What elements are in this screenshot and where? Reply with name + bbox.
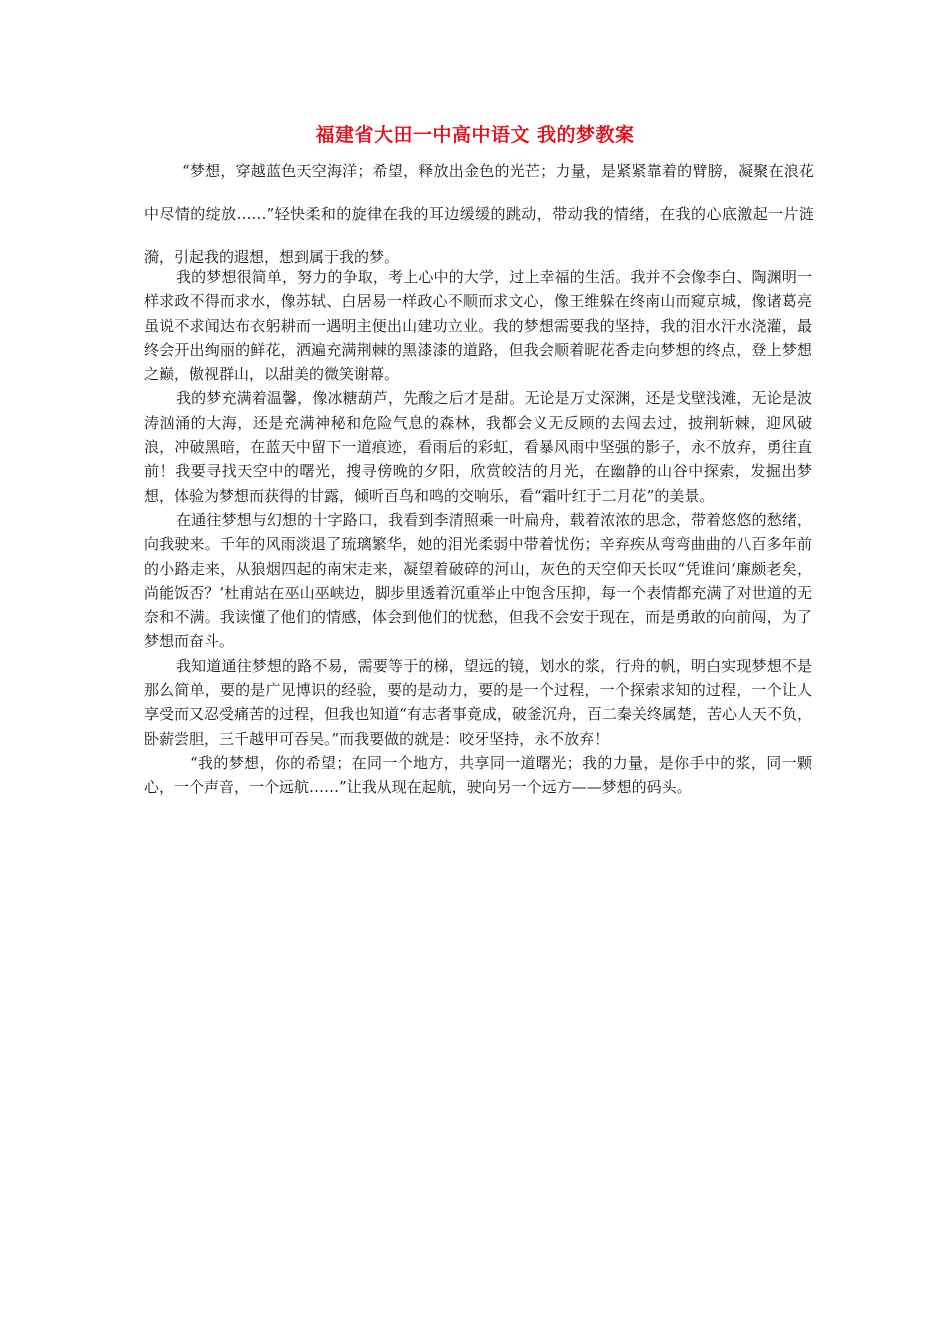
paragraph-5: “我的梦想，你的希望；在同一个地方，共享同一道曙光；我的力量，是你手中的浆，同一颗心，一个声音，一个远航……”让我从现在起航，驶向另一个远方——梦想的码头。 bbox=[144, 753, 812, 797]
paragraph-1: 我的梦想很简单，努力的争取，考上心中的大学，过上幸福的生活。我并不会像李白、陶渊明一样求政不得而求水，像苏轼、白居易一样政心不顺而求文心，像王维躲在终南山而窥京城，像诸葛亮虽说不求闻达布衣躬耕而一遇明主便出山建功立业。我的梦想需要我的坚持，我的泪水汗水浇灌，最终会开出绚丽的鲜花，洒遍充满荆棘的黑漆漆的道路，但我会顺着昵花香走向梦想的终点，登上梦想之巅，傲视群山，以甜美的微笑谢幕。 bbox=[144, 268, 812, 384]
document-body bbox=[144, 265, 812, 800]
document-title: 福建省大田一中高中语文 我的梦教案 bbox=[315, 124, 635, 146]
paragraph-2: 我的梦充满着温馨，像冰糖葫芦，先酸之后才是甜。无论是万丈深渊，还是戈壁浅滩，无论是波涛汹涌的大海，还是充满神秘和危险气息的森林，我都会义无反顾的去闯去过，披荆斩棘，迎风破浪，冲破黑暗，在蓝天中留下一道痕迹，看雨后的彩虹，看暴风雨中坚强的影子，永不放弃，勇往直前！我要寻找天空中的曙光，搜寻傍晚的夕阳，欣赏皎洁的月光，在幽静的山谷中探索，发掘出梦想，体验为梦想而获得的甘露，倾听百鸟和鸣的交响乐，看“霜叶红于二月花”的美景。 bbox=[144, 389, 812, 505]
paragraph-3: 在通往梦想与幻想的十字路口，我看到李清照乘一叶扁舟，载着浓浓的思念，带着悠悠的愁绪，向我驶来。千年的风雨淡退了琉璃繁华，她的泪光柔弱中带着忧伤；辛弃疾从弯弯曲曲的八百多年前的小路走来，从狼烟四起的南宋走来，凝望着破碎的河山，灰色的天空仰天长叹“凭谁问‘廉颇老矣，尚能饭否？’杜甫站在巫山巫峡边，脚步里透着沉重举止中饱含压抑，每一个表情都充满了对世道的无奈和不满。我读懂了他们的情感，体会到他们的忧愁，但我不会安于现在，而是勇敢的向前闯，为了梦想而奋斗。 bbox=[144, 510, 812, 651]
paragraph-4: 我知道通往梦想的路不易，需要等于的梯，望远的镜，划水的浆，行舟的帆，明白实现梦想不是那么简单，要的是广见博识的经验，要的是动力，要的是一个过程，一个探索求知的过程，一个让人享受而又忍受痛苦的过程，但我也知道“有志者事竟成，破釜沉舟，百二秦关终属楚，苦心人天不负，卧薪尝胆，三千越甲可吞吴。”而我要做的就是：咬牙坚持，永不放弃！ bbox=[144, 656, 812, 748]
intro-paragraph: “梦想，穿越蓝色天空海洋；希望，释放出金色的光芒；力量，是紧紧靠着的臂膀，凝聚在浪花中尽情的绽放……”轻快柔和的旋律在我的耳边缓缓的跳动，带动我的情绪，在我的心底激起一片涟漪，引起我的遐想，想到属于我的梦。 bbox=[144, 162, 814, 266]
